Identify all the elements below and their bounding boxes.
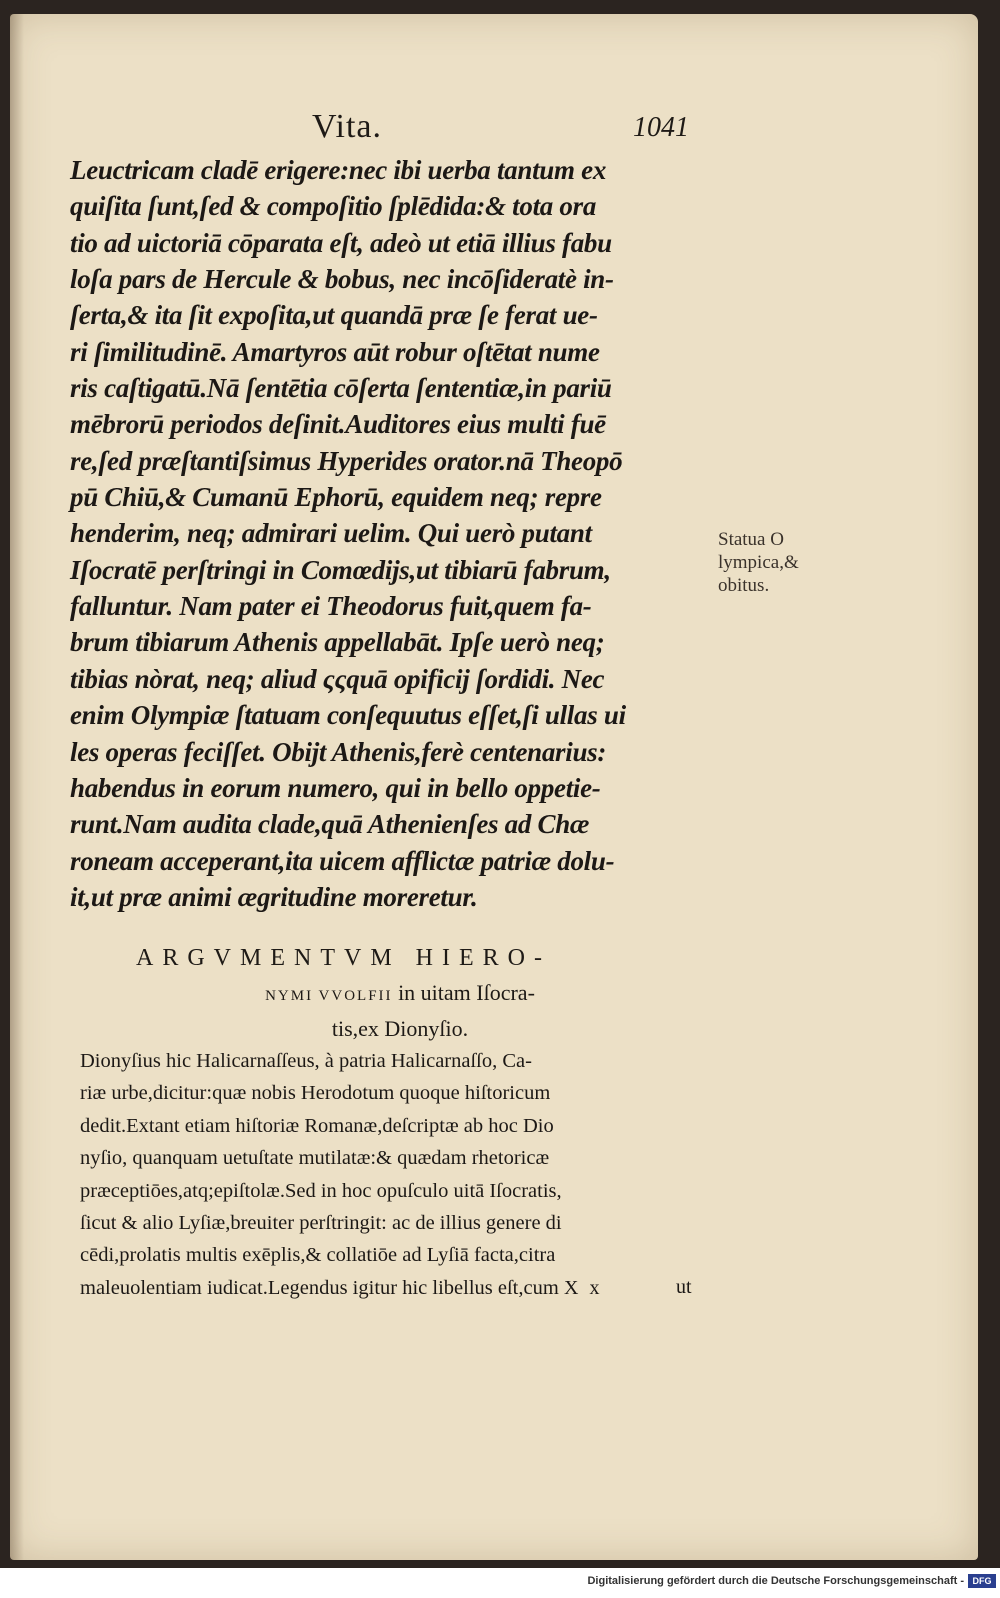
- text-line: habendus in eorum numero, qui in bello oppetie-: [70, 772, 601, 803]
- text-line: loſa pars de Hercule & bobus, nec incōſideratè in-: [70, 264, 614, 295]
- margin-note-line: Statua O: [718, 529, 784, 550]
- margin-note: [718, 528, 828, 597]
- dfg-logo: DFG: [968, 1574, 996, 1588]
- text-line: tibias nòrat, neq; aliud ςςquā opificij ſordidi. Nec: [70, 663, 605, 694]
- text-line: enim Olympiæ ſtatuam conſequutus eſſet,ſi ullas ui: [70, 700, 626, 731]
- catchword: ut: [676, 1276, 692, 1298]
- text-line: it,ut præ animi ægritudine moreretur.: [70, 881, 478, 912]
- text-line: roneam acceperant,ita uicem afflictæ patriæ dolu-: [70, 845, 615, 876]
- main-text-block: [70, 152, 710, 915]
- argument-line: ſicut & alio Lyſiæ,breuiter perſtringit: ac de illius genere di: [80, 1211, 562, 1234]
- text-line: henderim, neq; admirari uelim. Qui uerò putant: [70, 518, 592, 549]
- argument-heading-line: ARGVMENTVM HIERO-: [136, 945, 551, 971]
- signature-mark: X x: [564, 1277, 603, 1299]
- argument-heading-line: [130, 976, 670, 1013]
- text-line: ſerta,& ita ſit expoſita,ut quandā præ ſe ferat ue-: [70, 300, 598, 331]
- argument-line: nyſio, quanquam uetuſtate mutilatæ:& quædam rhetoricæ: [80, 1147, 550, 1170]
- heading-small-caps: NYMI VVOLFII: [265, 988, 393, 1004]
- argument-heading: [130, 940, 670, 1045]
- text-line: mēbrorū periodos deſinit.Auditores eius multi fuē: [70, 409, 606, 440]
- argument-line: dedit.Extant etiam hiſtoriæ Romanæ,deſcriptæ ab hoc Dio: [80, 1114, 554, 1137]
- text-line: re,ſed præſtantiſsimus Hyperides orator.nā Theopō: [70, 445, 623, 476]
- text-line: pū Chiū,& Cumanū Ephorū, equidem neq; repre: [70, 482, 602, 513]
- heading-rest: in uitam Iſocra-: [392, 980, 535, 1005]
- footer-credit: Digitalisierung gefördert durch die Deutsche Forschungsgemeinschaft -: [587, 1575, 964, 1587]
- argument-line: cēdi,prolatis multis exēplis,& collatiōe ad Lyſiā facta,citra: [80, 1244, 556, 1267]
- text-line: les operas feciſſet. Obijt Athenis,ferè centenarius:: [70, 736, 607, 767]
- argument-line: Dionyſius hic Halicarnaſſeus, à patria Halicarnaſſo, Ca-: [80, 1050, 532, 1072]
- margin-note-line: obitus.: [718, 575, 770, 596]
- page-number: 1041: [633, 112, 689, 143]
- argument-heading-line: tis,ex Dionyſio.: [331, 1016, 469, 1041]
- argument-body: [80, 1045, 705, 1304]
- page-gutter-shadow: [10, 14, 24, 1560]
- text-line: ris caſtigatū.Nā ſentētia cōſerta ſententiæ,in pariū: [70, 373, 612, 404]
- argument-line: præceptiōes,atq;epiſtolæ.Sed in hoc opuſculo uitā Iſocratis,: [80, 1179, 562, 1202]
- margin-note-line: lympica,&: [718, 552, 799, 573]
- text-line: tio ad uictoriā cōparata eſt, adeò ut etiā illius fabu: [70, 227, 612, 258]
- text-line: Iſocratē perſtringi in Comœdijs,ut tibiarū fabrum,: [70, 554, 611, 585]
- argument-line: riæ urbe,dicitur:quæ nobis Herodotum quoque hiſtoricum: [80, 1082, 551, 1105]
- argument-line: maleuolentiam iudicat.Legendus igitur hic libellus eſt,cum: [80, 1276, 559, 1299]
- text-line: Leuctricam cladē erigere:nec ibi uerba tantum ex: [70, 155, 607, 185]
- text-line: ri ſimilitudinē. Amartyros aūt robur oſtētat nume: [70, 336, 600, 367]
- text-line: quiſita ſunt,ſed & compoſitio ſplēdida:& tota ora: [70, 191, 597, 222]
- text-line: falluntur. Nam pater ei Theodorus fuit,quem fa-: [70, 591, 592, 622]
- text-line: runt.Nam audita clade,quā Athenienſes ad Chæ: [70, 809, 590, 840]
- running-title: Vita.: [312, 108, 382, 145]
- text-line: brum tibiarum Athenis appellabāt. Ipſe uerò neq;: [70, 627, 605, 658]
